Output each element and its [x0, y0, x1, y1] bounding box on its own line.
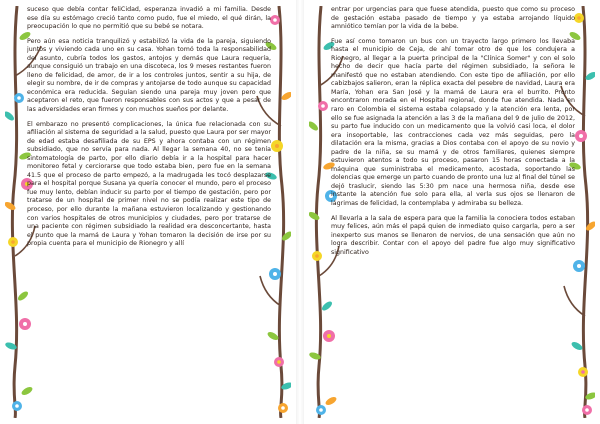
paragraph: Fue así como tomaron un bus con un trayecto largo primero los llevaba hasta el municipio de Ceja, de ahí tomar otro de que los condujera a Rionegro, al llegar a la puerta principal de la "Clínica Somer" y con el solo hecho de decir que hacía parte del régimen subsidiado, la señora le manifestó que no estaban atendiendo. Con este tipo de afiliación, por ello cabizbajos salieron, eran la réplica exacta del pesebre de navidad, Laura era María, Yohan era San José y la mamá de Laura era el burrito. Pronto encontraron morada en el Hospital regional, donde fue atendida. Nada en raro en Colombia el sistema estaba colapsado y la atención era lenta, por ello se fue asignada la atención a las 3 de la mañana del 9 de julio de 2012, su parto fue inducido con un medicamento que la volvió casi loca, el dolor era insoportable, las contracciones cada vez más seguidas, pero la dilatación era la misma, gracias a Dios contaba con el apoyo de su novio y padre de la niña, se su mamá y de otros familiares, quienes siempre estuvieron atentos a todo su proceso, pasaron 15 horas conectada a la máquina que suministraba el medicamento, acostada, soportando las dolencias que emerge un parto cuando de pronto una luz al final del túnel se dejó traslucir, siendo las 5:30 pm nace una hermosa niña, desde ese instante la atención fue solo para ella, al verla sus ojos se llenaron de lágrimas de felicidad, la contemplaba y admiraba su belleza. [331, 37, 575, 208]
paragraph: Pero aún esa noticia tranquilizó y estabilizó la vida de la pareja, siguiendo juntos y viviendo cada uno en su casa. Yohan tomó toda la responsabilidad del asunto, cubría todos los gastos, antojos y demás que Laura requería, aunque consiguió un trabajo en una discoteca, los 9 meses restantes fueron lleno de felicidad, de amor, de ir a los controles juntos, sentir a su hija, de elegir su nombre, de ir de compras y antojarse de todo aunque su capacidad económica era reducida. Seguían siendo una pareja muy joven pero que aceptaron el reto, que fueron responsables con sus actos y que a pesar de las adversidades eran firmes y con muchos sueños por delante. [27, 37, 271, 114]
left-page-text [27, 6, 271, 418]
right-page-text [331, 6, 575, 418]
paragraph: entrar por urgencias para que fuese atendida, puesto que como su proceso de gestación estaba pasado de tiempo y ya estaba arrojando líquido amniótico temían por la vida de la bebe. [331, 6, 575, 31]
right-page [309, 6, 595, 418]
paragraph: El embarazo no presentó complicaciones, la única fue relacionada con su afiliación al sistema de seguridad a la salud, puesto que Laura por ser mayor de edad estaba desafiliada de su EPS y ahora contaba con un régimen subsidiado, que no servía para nada. Al llegar la semana 40, no se tenía sintomatología de parto, por ello diario debía ir a la hospital para hacer monitoreo fetal y cerciorarse que todo estaba bien, pero fue en la semana 41.5 que el proceso de parto empezó, a la madrugada les tocó desplazarse para el hospital porque Susana ya quería conocer el mundo, pero el proceso fue muy lento, debían inducir su parto por el tiempo de gestación, pero por tratarse de un hospital de primer nivel no se podía realizar este tipo de proceso, por ello durante la mañana estuvieron localizando y gestionando con varios hospitales de otros municipios y ciudades, pero por tratarse de una paciente con régimen subsidiado la realidad era desconcertante, hasta el punto que la mamá de Laura y Yohan tomaron la decisión de irse por su propia cuenta para el municipio de Rionegro y allí [27, 120, 271, 248]
left-page [5, 6, 291, 418]
book-gutter [296, 0, 304, 424]
paragraph: suceso que debía contar feliCidad, esperanza invadió a mi familia. Desde ese día su estómago creció tanto como pudo, fue el miedo, el qué dirán, la preocupación lo que no permitió que su bebé se notara. [27, 6, 271, 31]
paragraph: Al llevarla a la sala de espera para que la familia la conociera todos estaban muy felices, aún más el papá quien de inmediato quiso cargarla, pero a ser inexperto sus manos se llenaron de nervios, de una sensación que aún no logra describir. Contar con el apoyo del padre fue algo muy significativo significativo [331, 214, 575, 256]
